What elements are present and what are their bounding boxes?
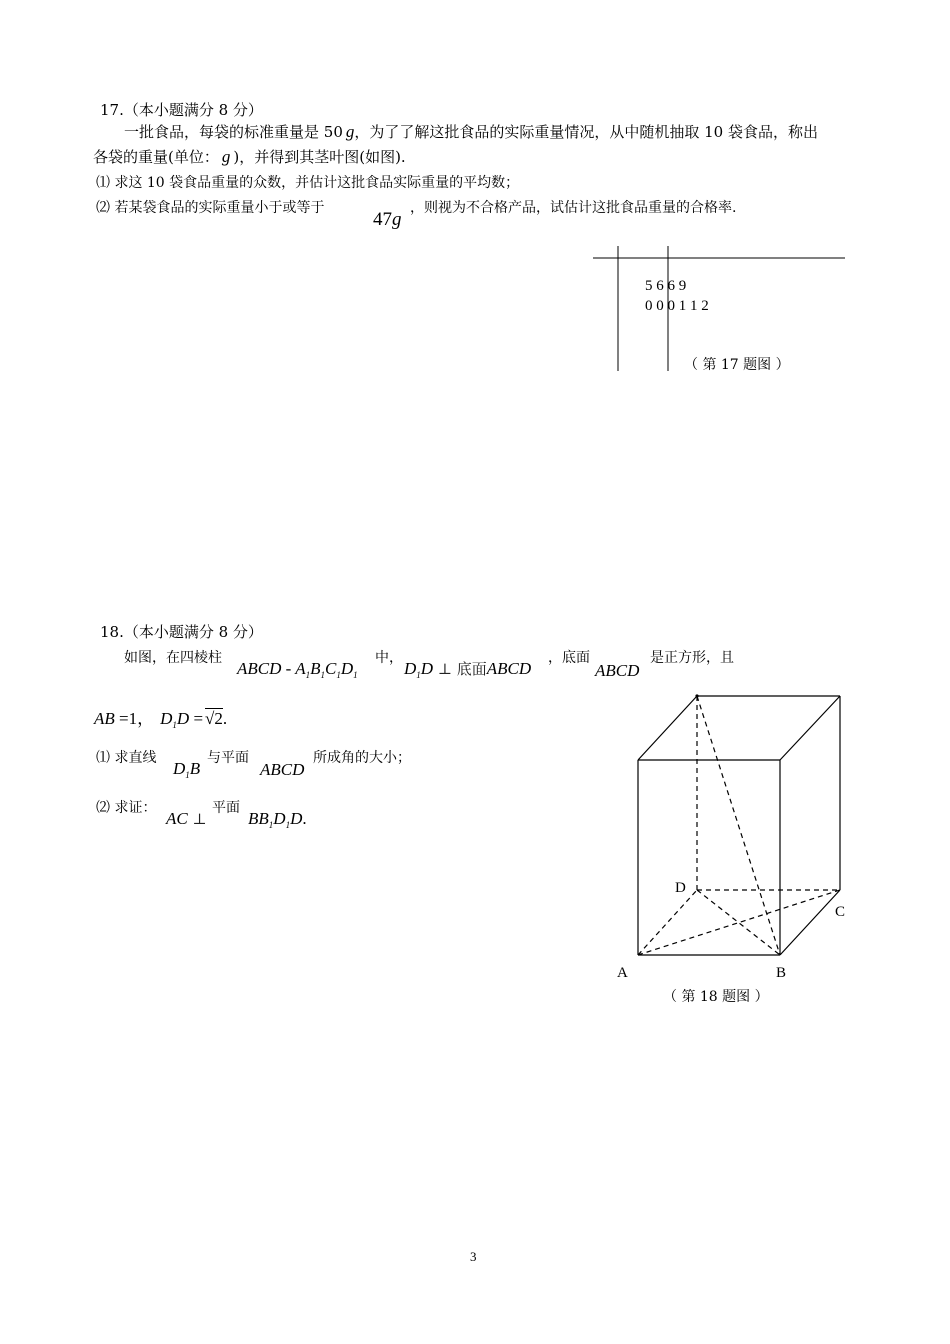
diagonal-bd-hidden: [697, 890, 780, 955]
vertex-label-c: C: [835, 904, 846, 920]
vertex-label-b: B: [776, 965, 787, 981]
q17-intro-line2: [93, 148, 406, 165]
q17-part2-num: 47: [373, 209, 392, 230]
q18-intro-mid: 中，: [375, 650, 403, 666]
edge-d1-b-hidden: [697, 696, 780, 955]
stem-leaf-row1: 5 6 6 9: [645, 278, 687, 294]
q18-part1-plane: ABCD: [260, 760, 305, 779]
q18-prism-name: ABCD - $A_1B_1C_1D_1$: [237, 659, 358, 680]
q18-part2-plane-name: $BB_1D_1D$.: [248, 809, 307, 830]
q17-part2-weight: [373, 210, 402, 229]
q18-part1-text-a: ⑴ 求直线: [96, 750, 157, 766]
q17-line2-text-a: 各袋的重量(单位：: [93, 148, 219, 166]
edge-b1-c1: [780, 696, 840, 760]
edge-a1-d1: [638, 696, 697, 760]
prism-figure: [600, 680, 870, 990]
q17-part1: ⑴ 求这 10 袋食品重量的众数，并估计这批食品实际重量的平均数；: [96, 175, 520, 191]
q17-part2-text-a: ⑵ 若某袋食品的实际重量小于或等于: [96, 200, 325, 216]
q18-part2-text-a: ⑵ 求证：: [96, 800, 157, 816]
q18-conditions: AB =1， $D_1D = √2$.: [94, 709, 228, 730]
q18-intro-text-c: 是正方形，且: [650, 650, 734, 666]
q17-header: 17.（本小题满分 8 分）: [100, 101, 263, 119]
q18-figure-caption: （ 第 18 题图 ）: [663, 989, 769, 1005]
q17-intro-unit: g: [345, 122, 355, 141]
q17-intro-text-b: ，为了了解这批食品的实际重量情况，从中随机抽取 10 袋食品，称出: [354, 123, 818, 141]
vertex-label-d: D: [675, 880, 686, 896]
q17-part2: [96, 200, 324, 215]
q18-part2-plane: 平面: [212, 800, 240, 816]
vertex-d1-dot: [695, 694, 698, 697]
q18-part2-ac: AC ⊥: [166, 809, 207, 828]
q18-base-abcd: ABCD: [595, 661, 640, 680]
stem-leaf-row2: 0 0 0 1 1 2: [645, 298, 709, 314]
q18-header: 18.（本小题满分 8 分）: [100, 623, 263, 641]
q18-part1-text-c: 所成角的大小；: [313, 750, 411, 766]
q18-part1-mid: 与平面: [207, 750, 249, 766]
q17-figure-caption: （ 第 17 题图 ）: [684, 357, 790, 373]
q18-intro-text-b: ，底面: [548, 650, 590, 666]
q17-line2-unit: g: [221, 147, 231, 166]
vertex-label-a: A: [617, 965, 628, 981]
page-number: 3: [470, 1249, 477, 1264]
q17-part2-text-b: ，则视为不合格产品，试估计这批食品重量的合格率.: [410, 200, 737, 216]
q17-line2-text-b: )，并得到其茎叶图(如图).: [233, 148, 406, 166]
q17-intro-text-a: 一批食品，每袋的标准重量是 50: [124, 123, 343, 141]
q18-part1-line: $D_1B$: [173, 759, 201, 780]
q18-perp-condition: $D_1D$ ⊥ 底面ABCD: [404, 659, 532, 680]
q18-intro-text-a: 如图，在四棱柱: [124, 650, 222, 666]
q17-part2-unit: g: [392, 209, 402, 230]
q17-intro-line1: [124, 123, 818, 140]
